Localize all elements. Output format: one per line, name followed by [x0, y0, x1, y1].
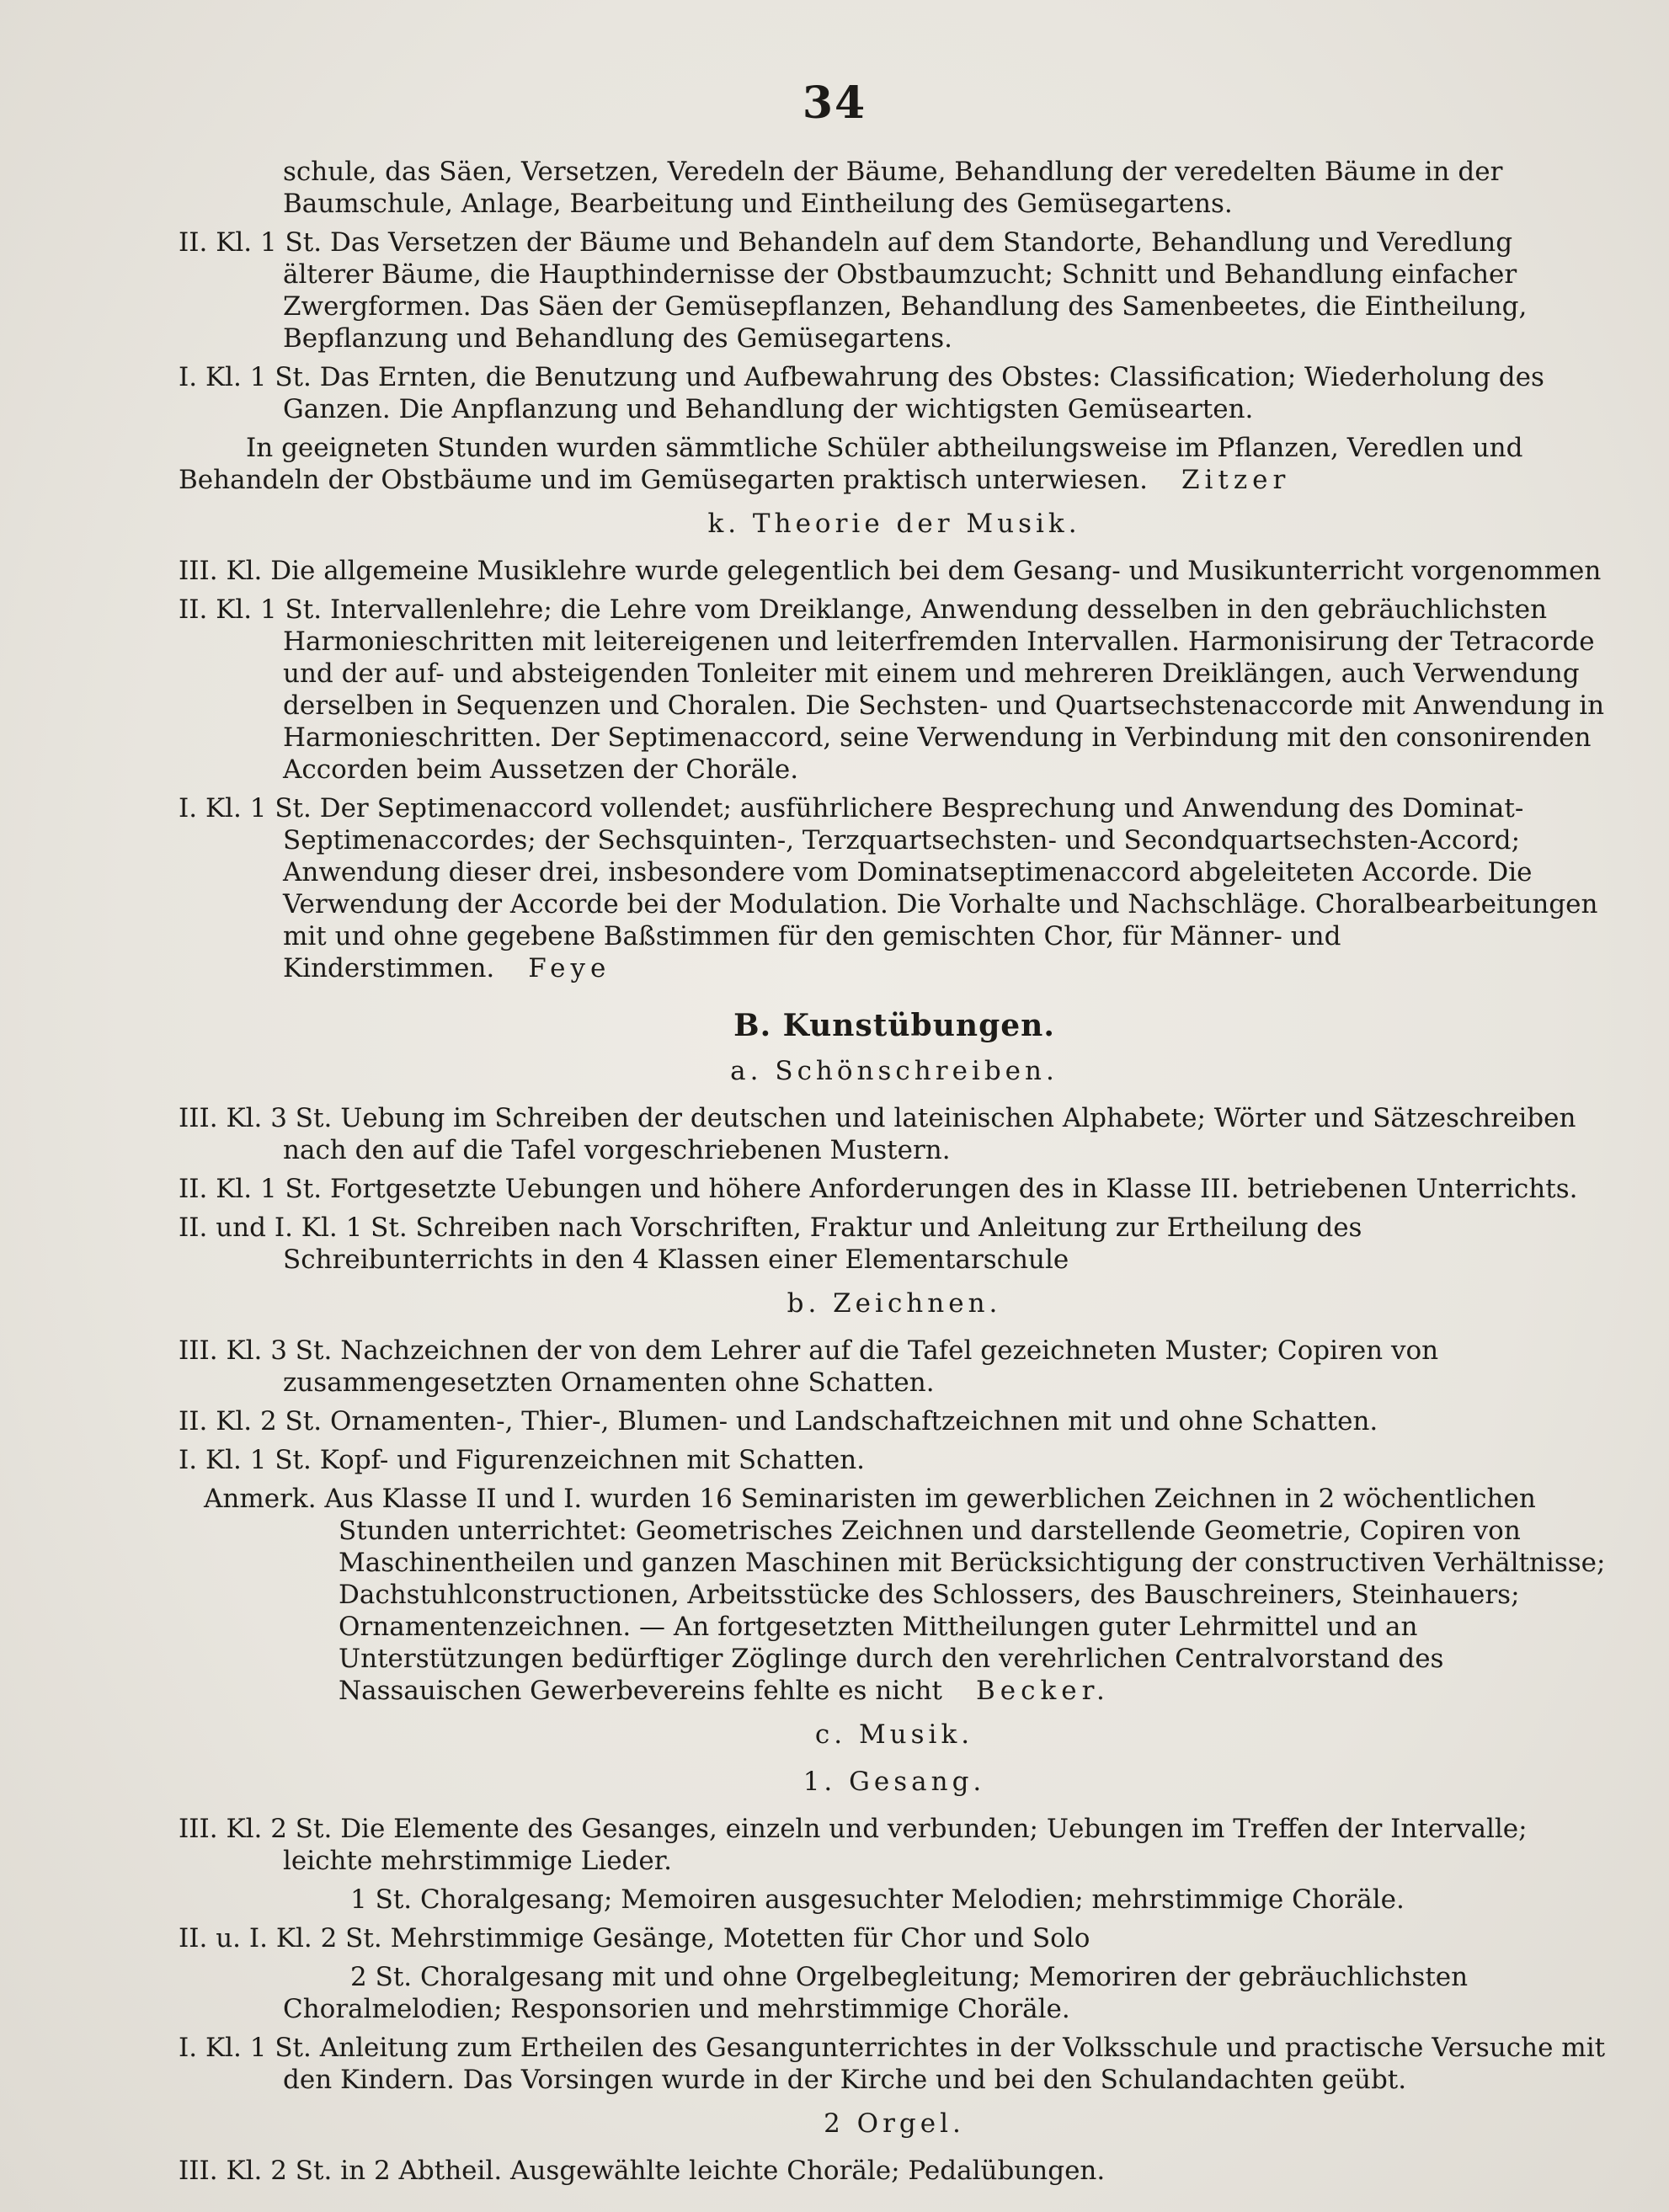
class-paragraph: III. Kl. Die allgemeine Musiklehre wurde gelegentlich bei dem Gesang- und Musikunterricht vorgenommen — [179, 556, 1602, 586]
class-paragraph: I. Kl. 1 St. Kopf- und Figurenzeichnen mit Schatten. — [179, 1445, 866, 1475]
class-paragraph: II. Kl. 1 St. Fortgesetzte Uebungen und höhere Anforderungen des in Klasse III. betriebenen Unterrichts. — [179, 1174, 1578, 1204]
page-number: 34 — [802, 77, 867, 129]
class-paragraph: I. Kl. 1 St. Der Septimenaccord vollendet; ausführlichere Besprechung und Anwendung des Dominat-Septimenaccordes; der Sechsquinten-, Terzquartsechsten- und Secondquartsechsten-Accord; Anwendung dieser drei, insbesondere vom Dominatseptimenaccord abgeleiteten Accorde. Die Verwendung der Accorde bei der Modulation. Die Vorhalte und Nachschläge. Choralbearbeitungen mit und ohne gegebene Baßstimmen für den gemischten Chor, für Männer- und Kinderstimmen. Feye — [179, 793, 1598, 983]
class-paragraph: II. Kl. 2 St. Ornamenten-, Thier-, Blumen- und Landschaftzeichnen mit und ohne Schatten. — [179, 1406, 1378, 1436]
class-paragraph: II. Kl. 1 St. Das Versetzen der Bäume und Behandeln auf dem Standorte, Behandlung und Veredlung älterer Bäume, die Haupthindernisse der Obstbaumzucht; Schnitt und Behandlung einfacher Zwergformen. Das Säen der Gemüsepflanzen, Behandlung des Samenbeetes, die Eintheilung, Bepflanzung und Behandlung des Gemüsegartens. — [179, 227, 1528, 354]
note-paragraph: Anmerk. Aus Klasse II und I. wurden 16 Seminaristen im gewerblichen Zeichnen in 2 wöchentlichen Stunden unterrichtet: Geometrisches Zeichnen und darstellende Geometrie, Copiren von Maschinentheilen und ganzen Maschinen mit Berücksichtigung der constructiven Verhältnisse; Dachstuhlconstructionen, Arbeitsstücke des Schlossers, des Bauschreiners, Steinhauers; Ornamentenzeichnen. — An fortgesetzten Mittheilungen guter Lehrmittel und an Unterstützungen bedürftiger Zöglinge durch den verehrlichen Centralvorstand des Nassauischen Gewerbevereins fehlte es nicht Becker. — [204, 1484, 1606, 1706]
sub-paragraph: 2 St. Choralgesang mit und ohne Orgelbegleitung; Memoriren der gebräuchlichsten Choralmelodien; Responsorien und mehrstimmige Choräle. — [283, 1962, 1469, 2024]
class-paragraph: II. Kl. 1 St. Intervallenlehre; die Lehre vom Dreiklange, Anwendung desselben in den gebräuchlichsten Harmonieschritten mit leitereigenen und leiterfremden Intervallen. Harmonisirung der Tetracorde und der auf- und absteigenden Tonleiter mit einem und mehreren Dreiklängen, auch Verwendung derselben in Sequenzen und Choralen. Die Sechsten- und Quartsechstenaccorde mit Anwendung in Harmonieschritten. Der Septimenaccord, seine Verwendung in Verbindung mit den consonirenden Accorden beim Aussetzen der Choräle. — [179, 594, 1605, 785]
paragraph: In geeigneten Stunden wurden sämmtliche Schüler abtheilungsweise im Pflanzen, Veredlen und Behandeln der Obstbäume und im Gemüsegarten praktisch unterwiesen. Zitzer — [179, 433, 1523, 495]
section-heading: a. Schönschreiben. — [730, 1056, 1058, 1086]
section-heading: b. Zeichnen. — [787, 1288, 1002, 1319]
section-heading: k. Theorie der Musik. — [707, 509, 1081, 539]
main-heading: B. Kunstübungen. — [733, 1008, 1055, 1043]
document-body — [179, 156, 1610, 2193]
continued-paragraph: schule, das Säen, Versetzen, Veredeln der Bäume, Behandlung der veredelten Bäume in der Baumschule, Anlage, Bearbeitung und Eintheilung des Gemüsegartens. — [283, 157, 1503, 219]
section-heading: c. Musik. — [814, 1719, 974, 1750]
teacher-signature: Zitzer — [1181, 465, 1291, 495]
class-paragraph: III. Kl. 3 St. Uebung im Schreiben der deutschen und lateinischen Alphabete; Wörter und Sätzeschreiben nach den auf die Tafel vorgeschriebenen Mustern. — [179, 1103, 1576, 1165]
class-paragraph: II. und I. Kl. 1 St. Schreiben nach Vorschriften, Fraktur und Anleitung zur Ertheilung des Schreibunterrichts in den 4 Klassen einer Elementarschule — [179, 1213, 1362, 1275]
class-paragraph: I. Kl. 1 St. Anleitung zum Ertheilen des Gesangunterrichtes in der Volksschule und practische Versuche mit den Kindern. Das Vorsingen wurde in der Kirche und bei den Schulandachten geübt. — [179, 2033, 1606, 2095]
section-heading: 1. Gesang. — [803, 1767, 986, 1797]
class-paragraph: II. u. I. Kl. 2 St. Mehrstimmige Gesänge, Motetten für Chor und Solo — [179, 1923, 1090, 1953]
section-heading: 2 Orgel. — [824, 2108, 965, 2139]
sub-paragraph: 1 St. Choralgesang; Memoiren ausgesuchter Melodien; mehrstimmige Choräle. — [350, 1884, 1405, 1915]
teacher-signature: Feye — [528, 953, 611, 983]
class-paragraph: III. Kl. 2 St. in 2 Abtheil. Ausgewählte leichte Choräle; Pedalübungen. — [179, 2156, 1106, 2186]
class-paragraph: I. Kl. 1 St. Das Ernten, die Benutzung und Aufbewahrung des Obstes: Classification; Wiederholung des Ganzen. Die Anpflanzung und Behandlung der wichtigsten Gemüsearten. — [179, 362, 1544, 424]
class-paragraph: III. Kl. 2 St. Die Elemente des Gesanges, einzeln und verbunden; Uebungen im Treffen der Intervalle; leichte mehrstimmige Lieder. — [179, 1814, 1528, 1876]
class-paragraph: III. Kl. 3 St. Nachzeichnen der von dem Lehrer auf die Tafel gezeichneten Muster; Copiren von zusammengesetzten Ornamenten ohne Schatten. — [179, 1335, 1439, 1398]
teacher-signature: Becker. — [975, 1676, 1110, 1706]
